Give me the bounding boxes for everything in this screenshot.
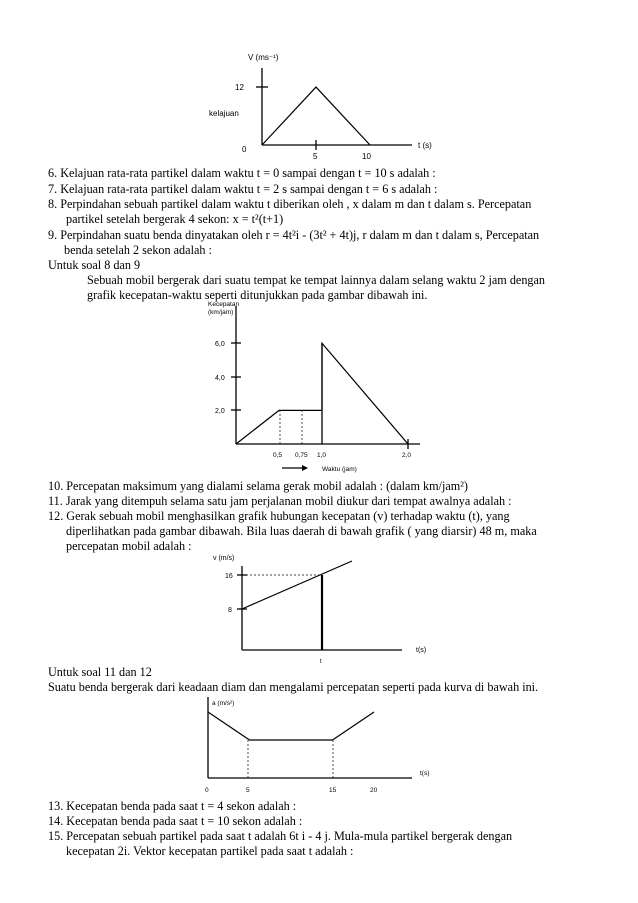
question-6: 6. Kelajuan rata-rata partikel dalam waktu t = 0 sampai dengan t = 10 s adalah : — [48, 166, 436, 180]
question-7: 7. Kelajuan rata-rata partikel dalam waktu t = 2 s sampai dengan t = 6 s adalah : — [48, 182, 438, 196]
chart2-xlabel: Waktu (jam) — [322, 466, 357, 473]
chart2-xtick-0-75: 0,75 — [295, 452, 308, 459]
chart1-xtick-10: 10 — [362, 152, 371, 161]
question-12-line3: percepatan mobil adalah : — [66, 539, 192, 553]
chart4-xtick-0: 0 — [205, 787, 209, 794]
chart1-side-label: kelajuan — [209, 109, 239, 118]
chart4-xtick-15: 15 — [329, 787, 337, 794]
chart2-xtick-1-0: 1,0 — [317, 452, 327, 459]
chart-car-velocity-time — [0, 295, 638, 475]
chart1-velocity-line — [262, 87, 370, 145]
chart2-ytick-4: 4,0 — [215, 375, 225, 382]
chart-acceleration-time — [0, 690, 638, 800]
question-10: 10. Percepatan maksimum yang dialami selama gerak mobil adalah : (dalam km/jam²) — [48, 479, 468, 493]
question-9-line2: benda setelah 2 sekon adalah : — [64, 243, 212, 257]
chart1-origin: 0 — [242, 145, 247, 154]
section-heading-11-12: Untuk soal 11 dan 12 — [48, 665, 152, 679]
chart3-ytick-8: 8 — [228, 607, 232, 614]
chart3-ytick-16: 16 — [225, 573, 233, 580]
question-15-line1: 15. Percepatan sebuah partikel pada saat t adalah 6t i - 4 j. Mula-mula partikel bergerak dengan — [48, 829, 513, 843]
intro-11-12: Suatu benda bergerak dari keadaan diam dan mengalami percepatan seperti pada kurva di bawah ini. — [48, 680, 539, 694]
question-9-line1: 9. Perpindahan suatu benda dinyatakan oleh r = 4t²i - (3t² + 4t)j, r dalam m dan t dalam s, Percepatan — [48, 228, 540, 242]
chart2-ytick-2: 2,0 — [215, 408, 225, 415]
question-8-line1: 8. Perpindahan sebuah partikel dalam waktu t diberikan oleh , x dalam m dan t dalam s. Percepatan — [48, 197, 532, 211]
chart-car-velocity-linear — [0, 550, 638, 670]
chart1-xtick-5: 5 — [313, 152, 318, 161]
chart3-xtick-t: t — [320, 659, 322, 665]
chart2-ytick-6: 6,0 — [215, 341, 225, 348]
chart3-xlabel: t(s) — [416, 647, 427, 654]
intro-8-9-line1: Sebuah mobil bergerak dari suatu tempat ke tempat lainnya dalam selang waktu 2 jam dengan — [87, 273, 546, 287]
question-13: 13. Kecepatan benda pada saat t = 4 sekon adalah : — [48, 799, 297, 813]
question-12-line2: diperlihatkan pada gambar dibawah. Bila luas daerah di bawah grafik ( yang diarsir) 48 m, maka — [66, 524, 537, 538]
chart2-xtick-0-5: 0,5 — [273, 452, 283, 459]
chart1-ytick-12: 12 — [235, 83, 244, 92]
question-12-line1: 12. Gerak sebuah mobil menghasilkan grafik hubungan kecepatan (v) terhadap waktu (t), yang — [48, 509, 510, 523]
question-15-line2: kecepatan 2i. Vektor kecepatan partikel pada saat t adalah : — [66, 844, 354, 858]
chart3-ylabel: v (m/s) — [213, 555, 235, 562]
chart4-acceleration-line — [208, 712, 374, 740]
chart2-xtick-2-0: 2,0 — [402, 452, 412, 459]
chart4-xlabel: t(s) — [420, 770, 430, 777]
chart4-xtick-20: 20 — [370, 787, 378, 794]
intro-8-9-line2: grafik kecepatan-waktu seperti ditunjukkan pada gambar dibawah ini. — [87, 288, 428, 302]
section-heading-8-9: Untuk soal 8 dan 9 — [48, 258, 141, 272]
chart1-xlabel: t (s) — [418, 141, 432, 150]
chart3-velocity-line — [242, 561, 352, 609]
chart4-ylabel: a (m/s²) — [212, 700, 235, 707]
chart1-ylabel: V (ms⁻¹) — [248, 53, 279, 62]
chart2-ylabel-2: (km/jam) — [208, 309, 234, 316]
chart-velocity-time-1 — [0, 0, 638, 170]
chart2-arrow-head — [302, 465, 308, 471]
question-11: 11. Jarak yang ditempuh selama satu jam perjalanan mobil diukur dari tempat awalnya adalah : — [48, 494, 512, 508]
chart2-ylabel-1: Kecepatan — [208, 301, 240, 308]
question-14: 14. Kecepatan benda pada saat t = 10 sekon adalah : — [48, 814, 303, 828]
question-8-line2: partikel setelah bergerak 4 sekon: x = t²(t+1) — [66, 212, 284, 226]
chart4-xtick-5: 5 — [246, 787, 250, 794]
